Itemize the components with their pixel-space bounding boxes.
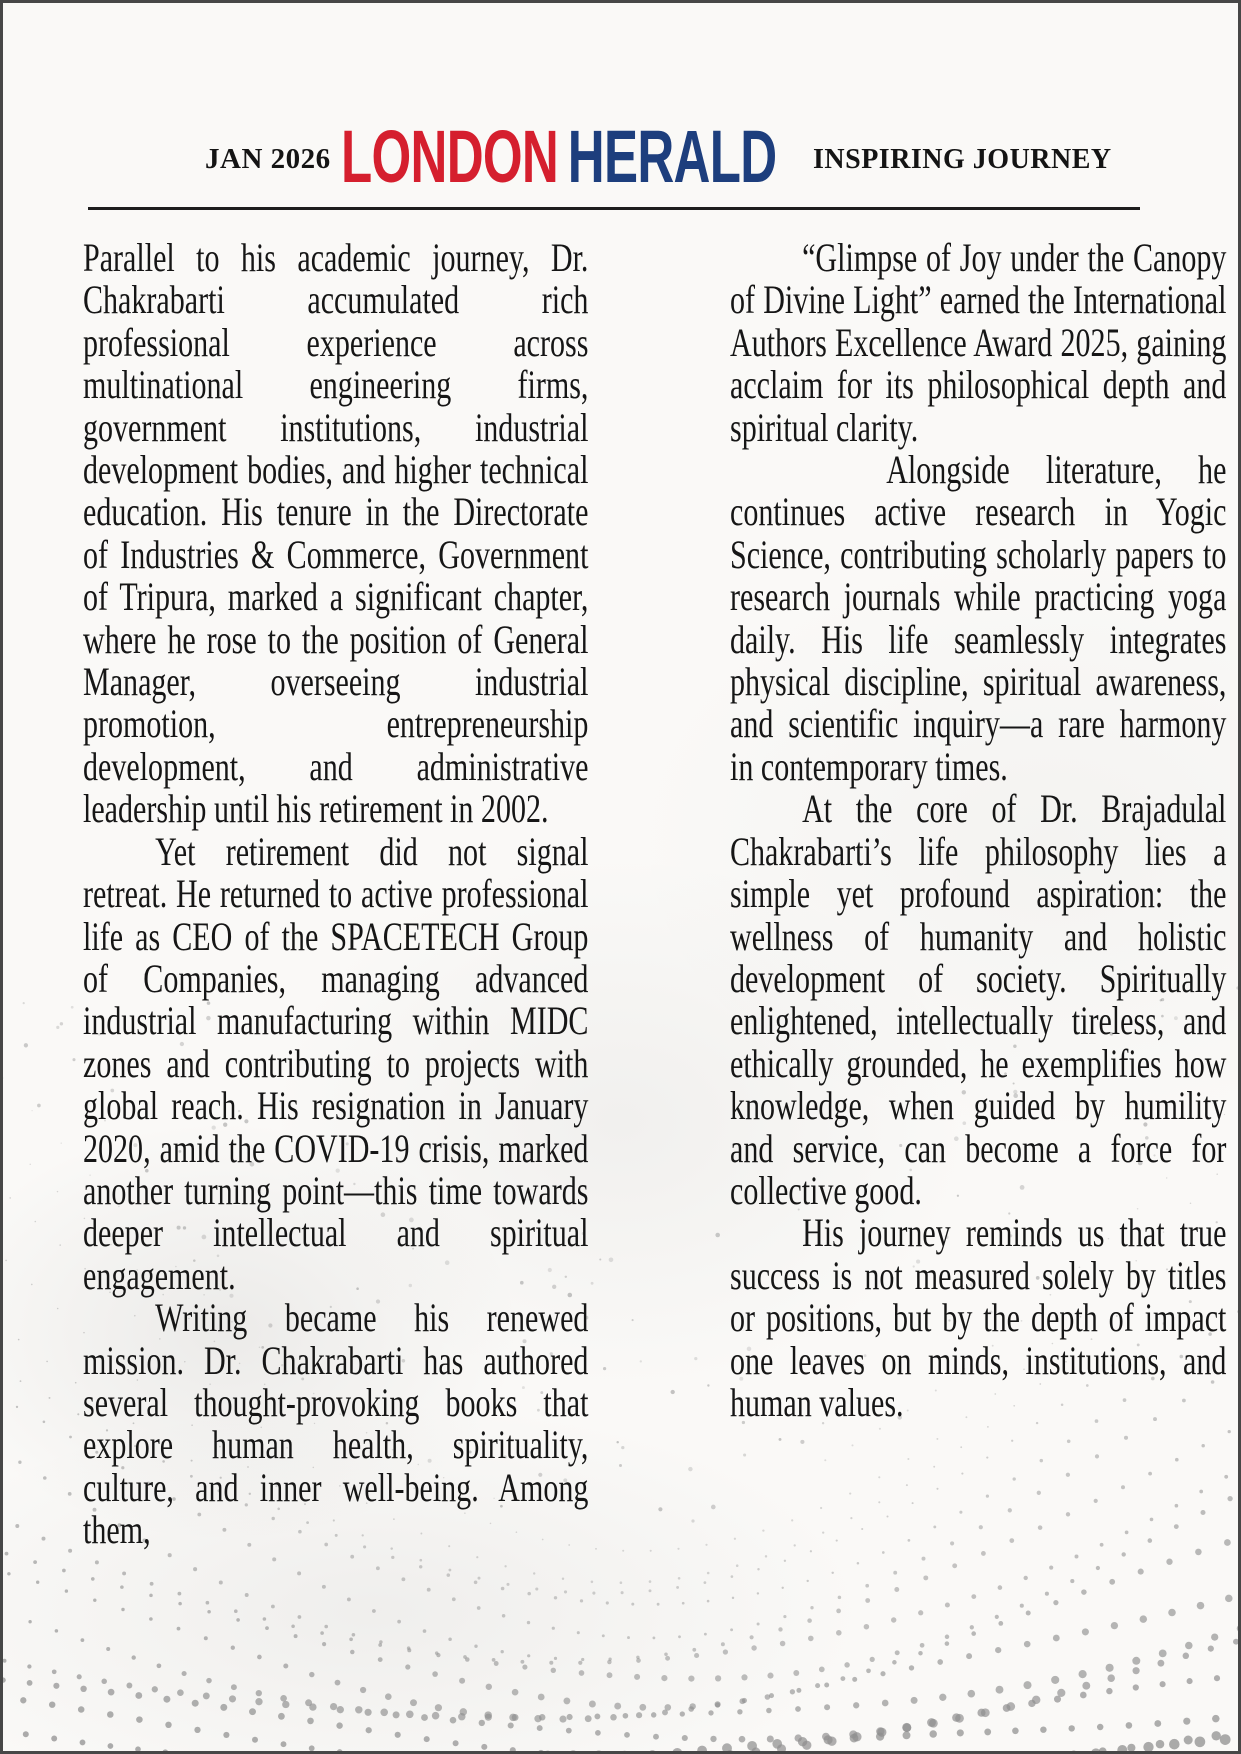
masthead-word-herald: HERALD bbox=[567, 115, 777, 198]
masthead-logo bbox=[341, 115, 777, 198]
paragraph-yogic-science: Alongside literature, he continues active research in Yogic Science, contributing scholarly papers to research journals while practicing yoga daily. His life seamlessly integrates physical discipline, spiritual awareness, and scientific inquiry—a rare harmony in contemporary times. bbox=[730, 447, 1227, 789]
header-divider bbox=[88, 207, 1140, 210]
paragraph-professional-experience: Parallel to his academic journey, Dr. Chakrabarti accumulated rich professional experience across multinational engineering firms, government institutions, industrial development bodies, and higher technical education. His tenure in the Directorate of Industries & Commerce, Government of Tripura, marked a significant chapter, where he rose to the position of General Manager, overseeing industrial promotion, entrepreneurship development, and administrative leadership until his retirement in 2002. bbox=[83, 235, 589, 832]
paragraph-retirement-retreat: Yet retirement did not signal retreat. He returned to active professional life as CEO of the SPACETECH Group of Companies, managing advanced industrial manufacturing within MIDC zones and contributing to projects with global reach. His resignation in January 2020, amid the COVID-19 crisis, marked another turning point—this time towards deeper intellectual and spiritual engagement. bbox=[83, 828, 589, 1298]
masthead-word-london: LONDON bbox=[341, 115, 559, 198]
masthead-tagline: INSPIRING JOURNEY bbox=[813, 144, 1112, 175]
paragraph-life-philosophy: At the core of Dr. Brajadulal Chakrabarti’s life philosophy lies a simple yet profound aspiration: the wellness of humanity and holistic development of society. Spiritually enlightened, intellectually tireless, and ethically grounded, he exemplifies how knowledge, when guided by humility and service, can become a force for collective good. bbox=[730, 786, 1227, 1213]
issue-date: JAN 2026 bbox=[205, 143, 331, 175]
paragraph-book-award: “Glimpse of Joy under the Canopy of Divine Light” earned the International Authors Excellence Award 2025, gaining acclaim for its philosophical depth and spiritual clarity. bbox=[730, 235, 1227, 450]
paragraph-journey-conclusion: His journey reminds us that true success is not measured solely by titles or positions, but by the depth of impact one leaves on minds, institutions, and human values. bbox=[730, 1210, 1227, 1425]
paragraph-writing-mission: Writing became his renewed mission. Dr. Chakrabarti has authored several thought-provoking books that explore human health, spirituality, culture, and inner well-being. Among them, bbox=[83, 1295, 589, 1553]
article-column-left bbox=[83, 237, 588, 1552]
article-column-right bbox=[730, 237, 1226, 1424]
